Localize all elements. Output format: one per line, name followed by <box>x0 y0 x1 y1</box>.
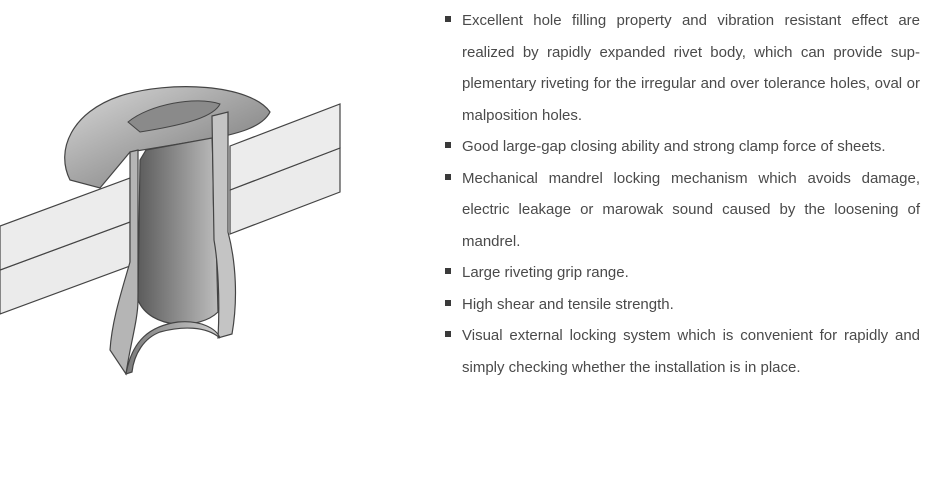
bullet-icon <box>445 300 451 306</box>
list-item <box>444 257 920 289</box>
feature-text: Excellent hole filling property and vibration resistant effect are realized by rapidly expanded rivet body, which can provide sup-plementary riveting for the irregular and over tolerance holes, oval or malposition holes. <box>462 12 920 124</box>
bullet-icon <box>445 16 451 22</box>
list-item <box>444 320 920 383</box>
bullet-icon <box>445 174 451 180</box>
feature-text: Mechanical mandrel locking mechanism which avoids damage, electric leakage or marowak sound caused by the loosening of mandrel. <box>462 169 920 250</box>
bullet-icon <box>445 142 451 148</box>
feature-text: Large riveting grip range. <box>462 264 629 281</box>
bullet-icon <box>445 268 451 274</box>
list-item <box>444 289 920 321</box>
feature-text: High shear and tensile strength. <box>462 295 674 313</box>
list-item <box>444 5 920 131</box>
feature-text: Good large-gap closing ability and strong clamp force of sheets. <box>462 138 886 155</box>
bullet-icon <box>445 331 451 337</box>
feature-text: Visual external locking system which is convenient for rapidly and simply checking whether the installation is in place. <box>462 327 920 376</box>
feature-list <box>444 5 920 383</box>
list-item <box>444 163 920 258</box>
list-item <box>444 131 920 163</box>
rivet-cross-section-illustration <box>0 0 345 390</box>
